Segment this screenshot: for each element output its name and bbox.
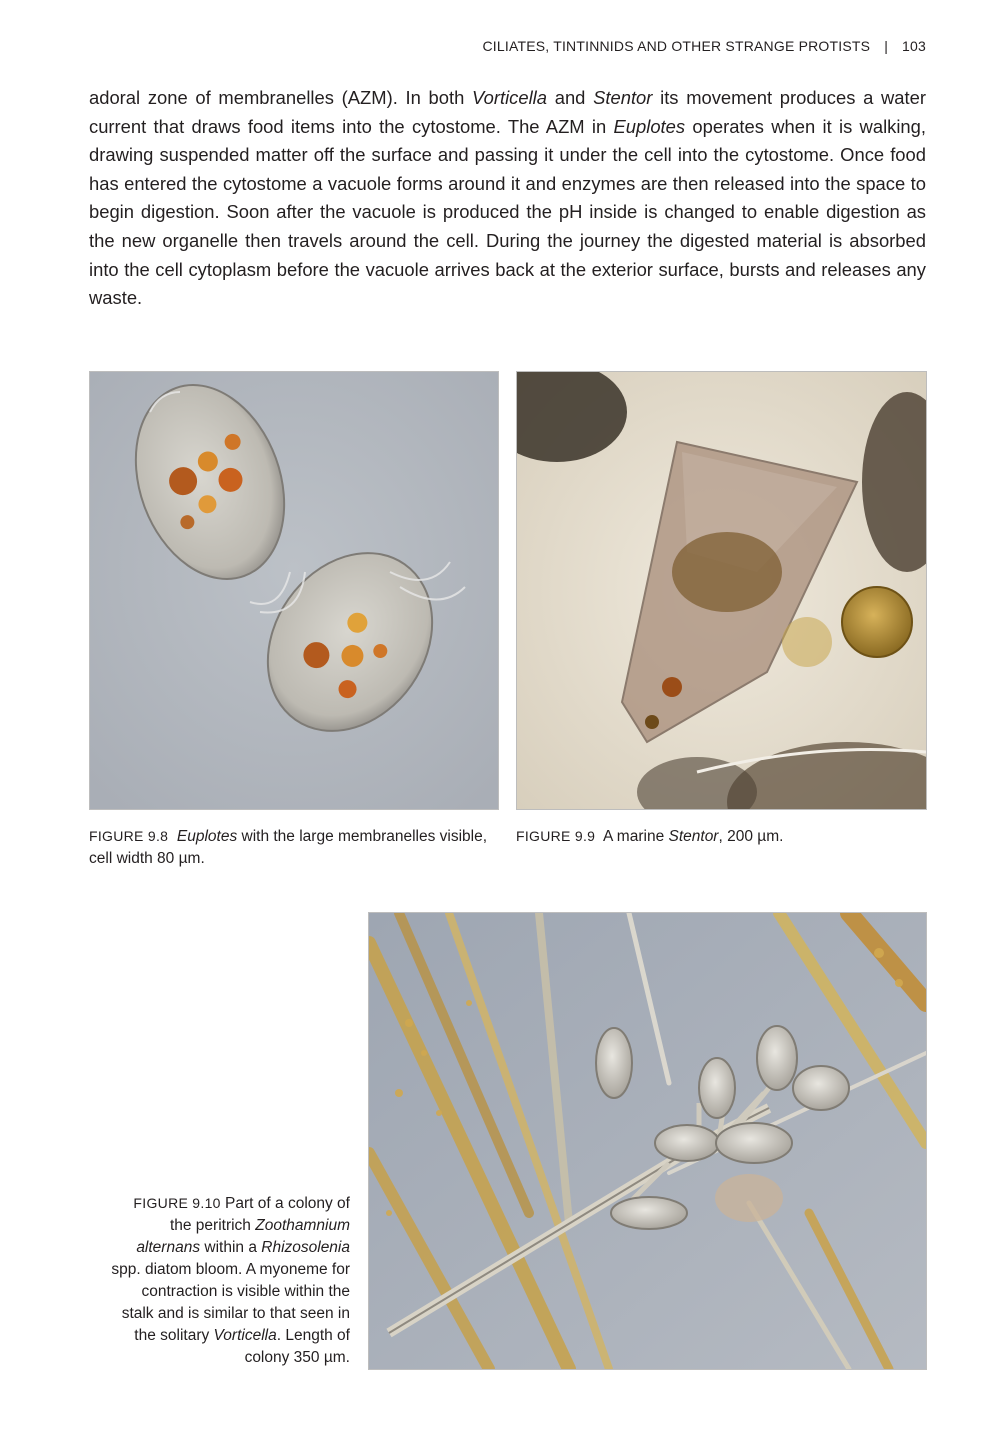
text-run: its movement produces a water current that draws food items into the cytostome. The AZM in [89, 87, 927, 137]
figure-9-8-photo [89, 371, 499, 810]
figure-label: FIGURE 9.9 [516, 828, 596, 844]
taxon-euplotes: Euplotes [613, 115, 686, 137]
caption-text: . Length of colony 350 µm. [244, 1327, 350, 1366]
text-run: operates when it is walking, drawing suspended matter off the surface and passing it under the cell into the cytostome. Once food has entered the cytostome a vacuole forms around it and enzymes are then released into the space to begin digestion. Soon after the vacuole is produced the pH inside is changed to enable digestion as the new organelle then travels around the cell. During the journey the digested material is absorbed into the cell cytoplasm before the vacuole arrives back at the exterior surface, bursts and releases any waste. [89, 115, 927, 309]
figure-9-9-photo [516, 371, 927, 810]
caption-text: within a [200, 1239, 262, 1256]
figure-label: FIGURE 9.8 [89, 828, 169, 844]
figure-9-9-caption [516, 825, 925, 848]
taxon-stentor: Stentor [668, 828, 719, 845]
taxon-vorticella: Vorticella [472, 87, 548, 108]
text-run: and [547, 87, 594, 108]
caption-text: , 200 µm. [718, 828, 784, 845]
body-paragraph [89, 84, 926, 313]
taxon-zoothamnium: Zoothamnium alternans [136, 1217, 350, 1256]
caption-text: with the large membranelles visible, cell width 80 µm. [89, 828, 488, 867]
taxon-euplotes: Euplotes [176, 828, 238, 845]
running-head [482, 38, 926, 54]
figure-9-10-photo [368, 912, 927, 1370]
running-title: CILIATES, TINTINNIDS AND OTHER STRANGE PROTISTS [482, 38, 871, 54]
taxon-rhizosolenia: Rhizosolenia [261, 1239, 350, 1256]
figure-9-10-caption [110, 1192, 350, 1369]
figure-label: FIGURE 9.10 [133, 1195, 221, 1211]
page-number: 103 [902, 38, 926, 54]
taxon-vorticella: Vorticella [213, 1327, 277, 1344]
caption-text: spp. diatom bloom. A myoneme for contraction is visible within the stalk and is similar to that seen in the solitary [111, 1261, 350, 1344]
text-run: adoral zone of membranelles (AZM). In both [89, 87, 473, 108]
taxon-stentor: Stentor [593, 87, 653, 108]
header-separator: | [884, 38, 889, 54]
caption-text: A marine [603, 828, 669, 845]
caption-text: Part of a colony of the peritrich [169, 1195, 350, 1234]
figure-9-8-caption [89, 825, 489, 870]
